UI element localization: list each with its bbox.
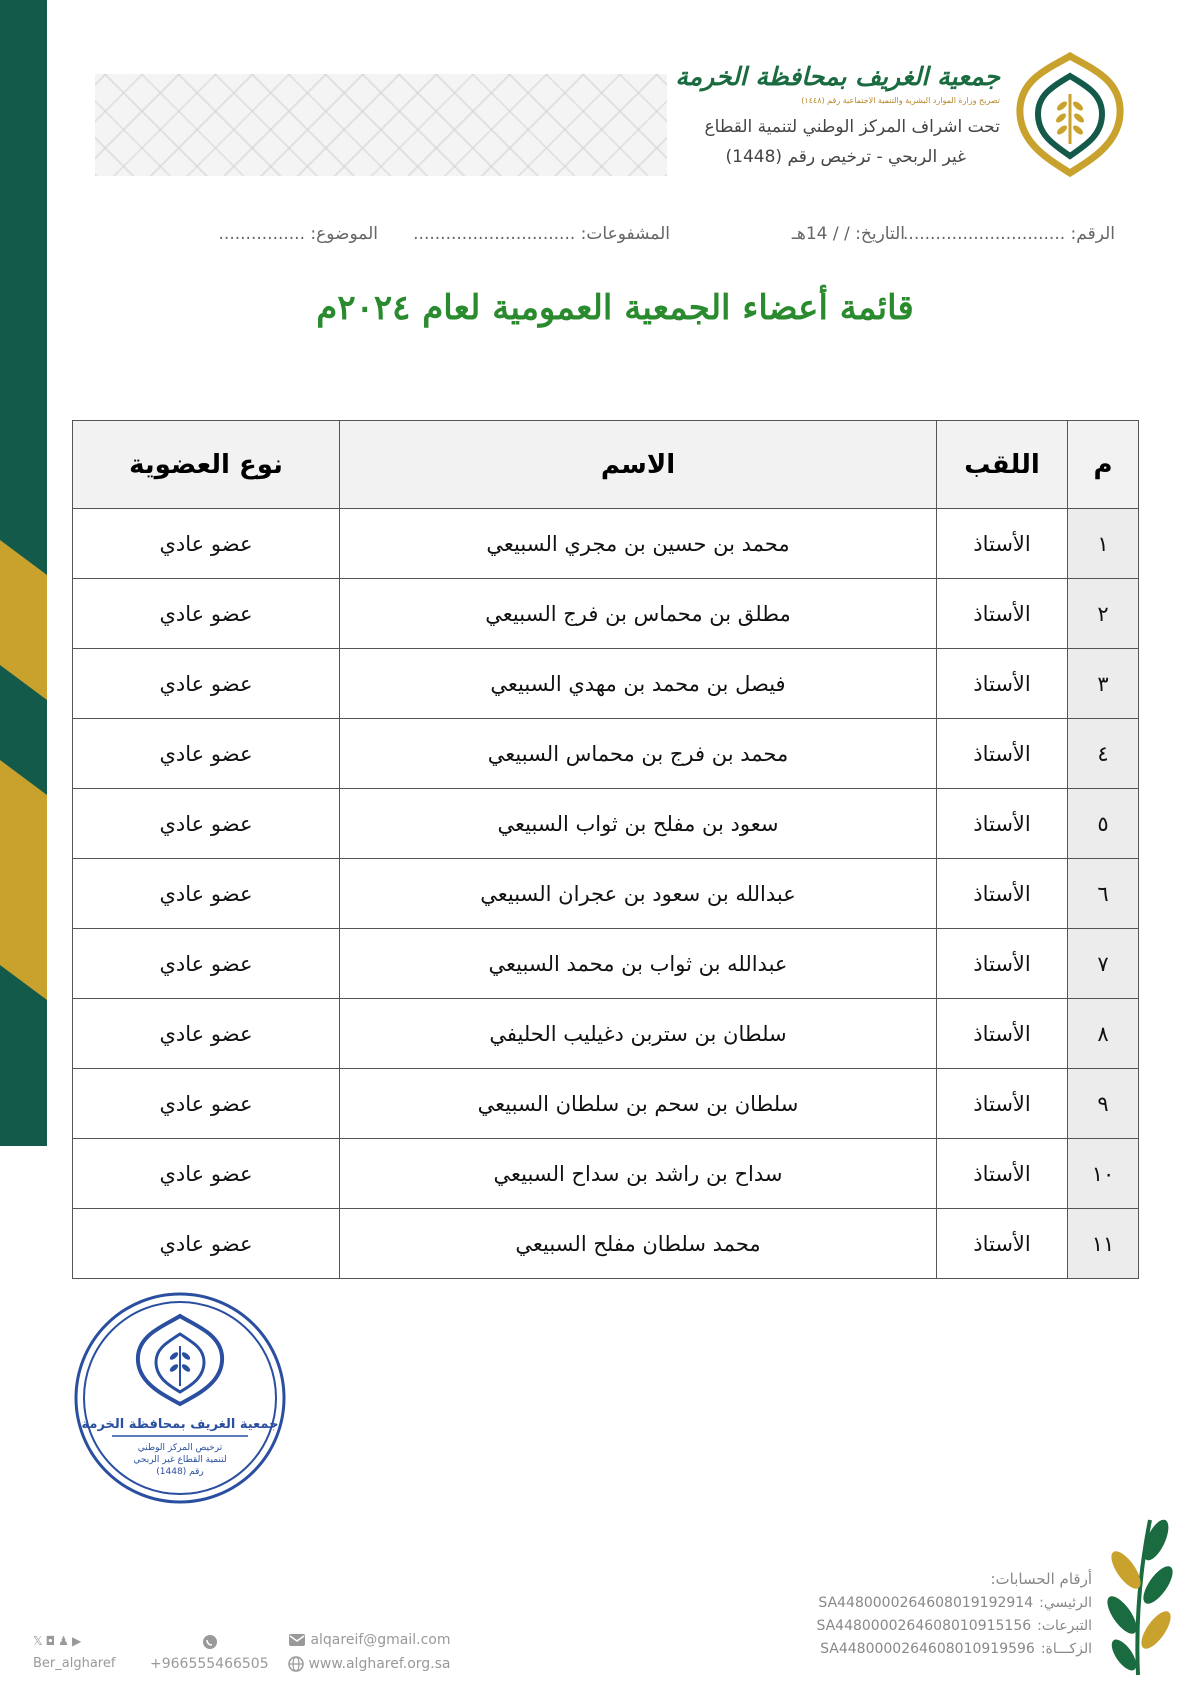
row-membership-type: عضو عادي [73, 1139, 340, 1209]
stamp-line-1: ترخيص المركز الوطني [137, 1443, 223, 1453]
account-label: الزكـــاة: [1040, 1641, 1092, 1657]
row-name: محمد بن فرج بن محماس السبيعي [340, 719, 937, 789]
account-row [700, 1595, 1092, 1611]
table-row [73, 509, 1139, 579]
mail-icon [288, 1633, 306, 1647]
row-number: ٨ [1068, 999, 1139, 1069]
table-row [73, 859, 1139, 929]
row-membership-type: عضو عادي [73, 859, 340, 929]
header-pattern-banner [95, 74, 667, 176]
header-membership-type: نوع العضوية [73, 421, 340, 509]
row-title: الأستاذ [937, 1139, 1068, 1209]
row-title: الأستاذ [937, 1209, 1068, 1279]
snapchat-icon[interactable]: ♟ [58, 1634, 72, 1648]
account-row [700, 1641, 1092, 1657]
row-membership-type: عضو عادي [73, 929, 340, 999]
reference-attachments: المشفوعات: .............................. [413, 224, 670, 244]
row-number: ١١ [1068, 1209, 1139, 1279]
organization-logo-icon [1010, 48, 1130, 178]
table-row [73, 1209, 1139, 1279]
row-membership-type: عضو عادي [73, 719, 340, 789]
instagram-icon[interactable]: ◘ [45, 1634, 59, 1648]
account-number: SA4480000264608019192914 [818, 1595, 1034, 1611]
reference-number: الرقم: .............................. [903, 224, 1115, 244]
supervision-line-2: غير الربحي - ترخيص رقم (1448) [725, 147, 966, 167]
members-table [72, 420, 1139, 1279]
row-number: ٢ [1068, 579, 1139, 649]
license-note: تصريح وزارة الموارد البشرية والتنمية الاجتماعية رقم (١٤٤٨) [801, 96, 1000, 105]
account-number: SA4480000264608010919596 [820, 1641, 1035, 1657]
x-icon[interactable]: 𝕏 [33, 1634, 46, 1648]
reference-date: التاريخ: / / 14هـ [791, 224, 905, 244]
whatsapp-icon [202, 1634, 218, 1650]
row-membership-type: عضو عادي [73, 1069, 340, 1139]
row-membership-type: عضو عادي [73, 999, 340, 1069]
header-title: اللقب [937, 421, 1068, 509]
row-title: الأستاذ [937, 999, 1068, 1069]
row-number: ٦ [1068, 859, 1139, 929]
accounts-title: أرقام الحسابات: [990, 1570, 1092, 1588]
row-title: الأستاذ [937, 859, 1068, 929]
account-number: SA4480000264608010915156 [816, 1618, 1032, 1634]
reference-line [170, 224, 1115, 244]
page-title: قائمة أعضاء الجمعية العمومية لعام ٢٠٢٤م [316, 288, 914, 328]
row-name: عبدالله بن سعود بن عجران السبيعي [340, 859, 937, 929]
account-row [700, 1618, 1092, 1634]
phone-number[interactable]: +966555466505 [150, 1656, 269, 1672]
row-number: ٥ [1068, 789, 1139, 859]
youtube-icon[interactable]: ▶ [71, 1634, 85, 1648]
row-title: الأستاذ [937, 1069, 1068, 1139]
header-number: م [1068, 421, 1139, 509]
row-name: محمد بن حسين بن مجري السبيعي [340, 509, 937, 579]
account-label: التبرعات: [1037, 1618, 1092, 1634]
row-title: الأستاذ [937, 789, 1068, 859]
website-contact [288, 1656, 450, 1672]
row-number: ٤ [1068, 719, 1139, 789]
row-name: عبدالله بن ثواب بن محمد السبيعي [340, 929, 937, 999]
row-membership-type: عضو عادي [73, 649, 340, 719]
account-label: الرئيسي: [1039, 1595, 1092, 1611]
row-title: الأستاذ [937, 719, 1068, 789]
row-title: الأستاذ [937, 509, 1068, 579]
row-membership-type: عضو عادي [73, 579, 340, 649]
organization-header [660, 60, 1000, 167]
row-number: ٩ [1068, 1069, 1139, 1139]
social-handle[interactable]: Ber_algharef [33, 1656, 116, 1671]
row-number: ٧ [1068, 929, 1139, 999]
row-name: محمد سلطان مفلح السبيعي [340, 1209, 937, 1279]
row-name: سعود بن مفلح بن ثواب السبيعي [340, 789, 937, 859]
row-name: سداح بن راشد بن سداح السبيعي [340, 1139, 937, 1209]
row-membership-type: عضو عادي [73, 789, 340, 859]
table-row [73, 719, 1139, 789]
row-membership-type: عضو عادي [73, 509, 340, 579]
row-name: سلطان بن سحم بن سلطان السبيعي [340, 1069, 937, 1139]
row-name: فيصل بن محمد بن مهدي السبيعي [340, 649, 937, 719]
row-number: ١٠ [1068, 1139, 1139, 1209]
table-row [73, 1139, 1139, 1209]
website-link[interactable]: www.algharef.org.sa [308, 1656, 451, 1672]
official-stamp-icon [72, 1290, 288, 1506]
row-membership-type: عضو عادي [73, 1209, 340, 1279]
row-name: سلطان بن ستربن دغيليب الحليفي [340, 999, 937, 1069]
table-row [73, 999, 1139, 1069]
header-name: الاسم [340, 421, 937, 509]
leaf-decoration-icon [1098, 1510, 1178, 1680]
stamp-org-name: جمعية الغريف بمحافظة الخرمة [81, 1417, 279, 1432]
organization-name: جمعية الغريف بمحافظة الخرمة [675, 62, 1000, 91]
table-header-row [73, 421, 1139, 509]
table-row [73, 579, 1139, 649]
decorative-side-stripe [0, 0, 47, 1146]
supervision-line-1: تحت اشراف المركز الوطني لتنمية القطاع [704, 117, 1000, 137]
row-title: الأستاذ [937, 579, 1068, 649]
row-title: الأستاذ [937, 929, 1068, 999]
email-contact [288, 1632, 451, 1648]
reference-subject: الموضوع: ................ [218, 224, 378, 244]
stamp-line-3: رقم (1448) [156, 1467, 204, 1477]
table-row [73, 649, 1139, 719]
table-row [73, 789, 1139, 859]
bank-accounts [700, 1570, 1092, 1657]
email-link[interactable]: alqareif@gmail.com [310, 1632, 451, 1648]
row-title: الأستاذ [937, 649, 1068, 719]
row-number: ١ [1068, 509, 1139, 579]
table-row [73, 929, 1139, 999]
row-name: مطلق بن محماس بن فرج السبيعي [340, 579, 937, 649]
globe-icon [288, 1656, 304, 1672]
row-number: ٣ [1068, 649, 1139, 719]
stamp-line-2: لتنمية القطاع غير الربحي [133, 1455, 227, 1465]
social-icons [33, 1634, 84, 1648]
table-row [73, 1069, 1139, 1139]
